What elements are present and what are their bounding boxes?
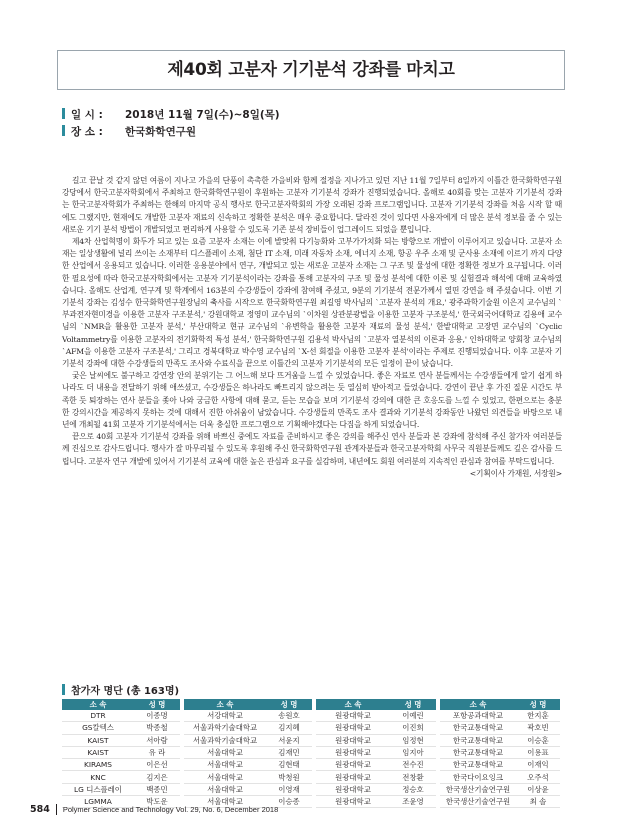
name-cell: 서아람 [134,734,180,746]
table-row [62,734,560,746]
affiliation-cell: 원광대학교 [316,734,390,746]
affiliation-cell: KAIST [62,746,134,758]
accent-bar [62,108,65,119]
affiliation-cell: 서울과학기술대학교 [184,722,266,734]
affiliation-cell: 원광대학교 [316,746,390,758]
name-cell: 김현태 [266,759,312,771]
date-value: 2018년 11월 7일(수)~8일(목) [125,109,280,121]
affiliation-cell: 한국교통대학교 [440,722,516,734]
table-row [62,722,560,734]
name-cell: 이상윤 [516,783,560,795]
table-row [62,710,560,722]
column-header-name: 성 명 [516,699,560,710]
paragraph: 길고 끝날 것 같지 않던 여름이 지나고 가을의 단풍이 촉촉한 가을비와 함께 절정을 지나가고 있던 지난 11월 7일부터 8일까지 이틀간 한국화학연구원 강당에서 한국고분자학회에서 주최하고 한국화학연구원이 후원하는 고분자 기기분석 강좌가 진행되었습니다. 올해로 40회를 맞는 고분자 기기분석 강좌는 한국고분자학회가 주최하는 한해의 마지막 공식 행사로 한국고분자학회의 가장 오래된 강좌 프로그램입니다. 고분자 기기분석 강좌를 처음 시작 할 때에도 그랬지만, 현재에도 개발한 고분자 재료의 신속하고 정확한 분석은 매우 중요합니다. 달라진 것이 있다면 사용자에게 더 많은 분석 정보를 줄 수 있는 새로운 기기 분석 방법이 개발되었고 편리하게 사용할 수 있도록 기존 분석 장비들이 업그레이드 되었을 뿐입니다. [62,176,562,234]
name-cell: 오주석 [516,771,560,783]
table-row [62,783,560,795]
column-header-name: 성 명 [134,699,180,710]
place-value: 한국화학연구원 [125,126,197,138]
name-cell: 전수진 [390,759,436,771]
name-cell: 김지은 [134,771,180,783]
name-cell: 이용표 [516,746,560,758]
paragraph: 궂은 날씨에도 불구하고 강연장 안의 분위기는 그 어느해 보다 뜨거움을 느낄 수 있었습니다. 좋은 자료로 연사 분들께서는 수강생들에게 알기 쉽게 하나라도 더 내용을 전달하기 위해 애쓰셨고, 수강생들은 하나라도 빠트리지 않으려는 듯 열심히 받아적고 들었습니다. 강연이 끝난 후 가진 질문 시간도 부족한 듯 퇴장하는 연사 분들을 좇아 나와 궁금한 사항에 대해 묻고, 듣는 모습을 보며 기기분석 강의에 대한 큰 호응도를 느낄 수 있었고, 한편으로는 충분한 강의시간을 제공하지 못하는 것에 대해서 진한 아쉬움이 남았습니다. 수강생들의 만족도 조사 결과와 기기분석 강좌동안 나왔던 의견들을 바탕으로 내년에 개최될 41회 고분자 기기분석에서는 더욱 충실한 프로그램으로 기획해야겠다는 다짐을 하게 되었습니다. [62,371,562,430]
name-cell: 곽호빈 [516,722,560,734]
table-row [62,746,560,758]
page-title: 제40회 고분자 기기분석 강좌를 마치고 [167,60,455,80]
name-cell: 임지아 [390,746,436,758]
name-cell: 박종철 [134,722,180,734]
paragraph: 끝으로 40회 고분자 기기분석 강좌를 위해 바쁘신 중에도 자료를 준비하시고 좋은 강의를 해주신 연사 분들과 본 강좌에 참석해 주신 참가자 여러분들께 진심으로 감사드립니다. 행사가 잘 마무리될 수 있도록 후원해 주신 한국화학연구원 관계자분들과 한국고분자학회 사무국 직원분들께도 깊은 감사를 드립니다. 고분자 연구 개발에 있어서 기기분석 교육에 대한 높은 관심과 요구를 실감하며, 내년에도 회원 여러분의 지속적인 관심과 참여를 부탁드립니다. [62,432,562,466]
name-cell: 한지훈 [516,710,560,722]
date-label: 일 시 : [71,109,103,121]
name-cell: 이진희 [390,722,436,734]
name-cell: 서윤지 [266,734,312,746]
name-cell: 김재민 [266,746,312,758]
affiliation-cell: 원광대학교 [316,783,390,795]
column-header-affiliation: 소 속 [316,699,390,710]
affiliation-cell: 한국교통대학교 [440,759,516,771]
table-row [62,759,560,771]
name-cell: 이재익 [516,759,560,771]
affiliation-cell: 서강대학교 [184,710,266,722]
affiliation-cell: 원광대학교 [316,771,390,783]
name-cell: 이승훈 [516,734,560,746]
affiliation-cell: 한국교통대학교 [440,734,516,746]
paragraph: 제4차 산업혁명이 화두가 되고 있는 요즘 고분자 소재는 이에 발맞춰 다기능화와 고부가가치화 되는 방향으로 개발이 이루어지고 있습니다. 고분자 소재는 일상생활에 널리 쓰이는 소재부터 디스플레이 소재, 첨단 IT 소재, 미래 자동차 소재, 에너지 소재, 항공 우주 소재 및 군사용 소재에 이르기 까지 다양한 산업에서 응용되고 있습니다. 이러한 응용분야에서 연구, 개발되고 있는 새로운 고분자 소재는 그 구조 및 물성에 대한 정확한 정보가 요구됩니다. 이러한 필요성에 따라 한국고분자학회에서는 고분자 기기분석이라는 강좌를 통해 고분자의 구조 및 물성 분석에 대한 이론 및 실험결과 해석에 대해 교육하였습니다. 올해도 산업계, 연구계 및 학계에서 163분의 수강생들이 강좌에 참여해 주셨고, 9분의 기기분석 전문가께서 열띤 강연을 해 주셨습니다. 이번 기기분석 강좌는 김성수 한국화학연구원장님의 축사를 시작으로 한국화학연구원 최길영 박사님의 `고분자 분석의 개요,' 광주과학기술원 이은지 교수님의 `부과전자현미경을 이용한 고분자 구조분석,' 강원대학교 정영미 교수님의 `이차원 상관분광법을 이용한 고분자 구조분석,' 한국외국어대학교 김용애 교수님의 `NMR을 활용한 고분자 분석,' 부산대학교 현규 교수님의 `유변학을 활용한 고분자 재료의 물성 분석,' 한밭대학교 고장면 교수님의 `Cyclic Voltammetry를 이용한 고분자의 전기화학적 특성 분석,' 한국화학연구원 김용석 박사님의 `고분자 열분석의 이론과 응용,' 인하대학교 양회창 교수님의 `AFM을 이용한 고분자 구조분석,' 그리고 경북대학교 박수영 교수님의 `X-선 회절을 이용한 고분자 분석'이라는 주제로 진행되었습니다. 이후 고분자 기기분석 강좌에 대한 수강생들의 만족도 조사와 수료식을 끝으로 이틀간의 고분자 기기분석의 모든 일정이 끝이 났습니다. [62,237,562,369]
name-cell: 박도운 [134,796,180,808]
name-cell: 박청원 [266,771,312,783]
affiliation-cell: 한국교통대학교 [440,746,516,758]
place-label: 장 소 : [71,126,103,138]
name-cell: 백종민 [134,783,180,795]
affiliation-cell: 서울대학교 [184,759,266,771]
affiliation-cell: 원광대학교 [316,796,390,808]
name-cell: 송원호 [266,710,312,722]
affiliation-cell: LGMMA [62,796,134,808]
page-number: 584 [30,804,57,815]
affiliation-cell: LG 디스플레이 [62,783,134,795]
affiliation-cell: GS칼텍스 [62,722,134,734]
column-header-affiliation: 소 속 [184,699,266,710]
name-cell: 이은선 [134,759,180,771]
journal-info: Polymer Science and Technology Vol. 29, No. 6, December 2018 [62,805,279,814]
name-cell: 조윤영 [390,796,436,808]
name-cell: 이예린 [390,710,436,722]
members-table [62,699,560,808]
table-header-row [62,699,560,710]
members-section-title [62,684,179,698]
signature: <기획이사 가재원, 서장원> [469,468,562,478]
affiliation-cell: 한국생산기술연구원 [440,796,516,808]
affiliation-cell: DTR [62,710,134,722]
name-cell: 최 솔 [516,796,560,808]
affiliation-cell: 원광대학교 [316,759,390,771]
name-cell: 이승종 [266,796,312,808]
article-body [62,175,562,480]
affiliation-cell: KNC [62,771,134,783]
column-header-name: 성 명 [266,699,312,710]
name-cell: 정승호 [390,783,436,795]
affiliation-cell: 서울대학교 [184,796,266,808]
table-row [62,771,560,783]
name-cell: 유 라 [134,746,180,758]
affiliation-cell: 서울대학교 [184,771,266,783]
affiliation-cell: 서울과학기술대학교 [184,734,266,746]
column-header-affiliation: 소 속 [440,699,516,710]
affiliation-cell: KIRAMS [62,759,134,771]
affiliation-cell: 서울대학교 [184,746,266,758]
accent-bar [62,684,65,695]
affiliation-cell: 한국생산기술연구원 [440,783,516,795]
footer [30,804,278,816]
members-title: 참가자 명단 (총 163명) [71,686,180,697]
name-cell: 이종명 [134,710,180,722]
date-info [62,108,280,122]
affiliation-cell: 원광대학교 [316,722,390,734]
title-box [57,50,565,90]
affiliation-cell: KAIST [62,734,134,746]
affiliation-cell: 포항공과대학교 [440,710,516,722]
name-cell: 이영재 [266,783,312,795]
accent-bar [62,125,65,136]
column-header-affiliation: 소 속 [62,699,134,710]
name-cell: 전창환 [390,771,436,783]
affiliation-cell: 서울대학교 [184,783,266,795]
affiliation-cell: 원광대학교 [316,710,390,722]
name-cell: 김지혜 [266,722,312,734]
affiliation-cell: 한국다이요잉크 [440,771,516,783]
place-info [62,125,196,139]
name-cell: 임정현 [390,734,436,746]
column-header-name: 성 명 [390,699,436,710]
